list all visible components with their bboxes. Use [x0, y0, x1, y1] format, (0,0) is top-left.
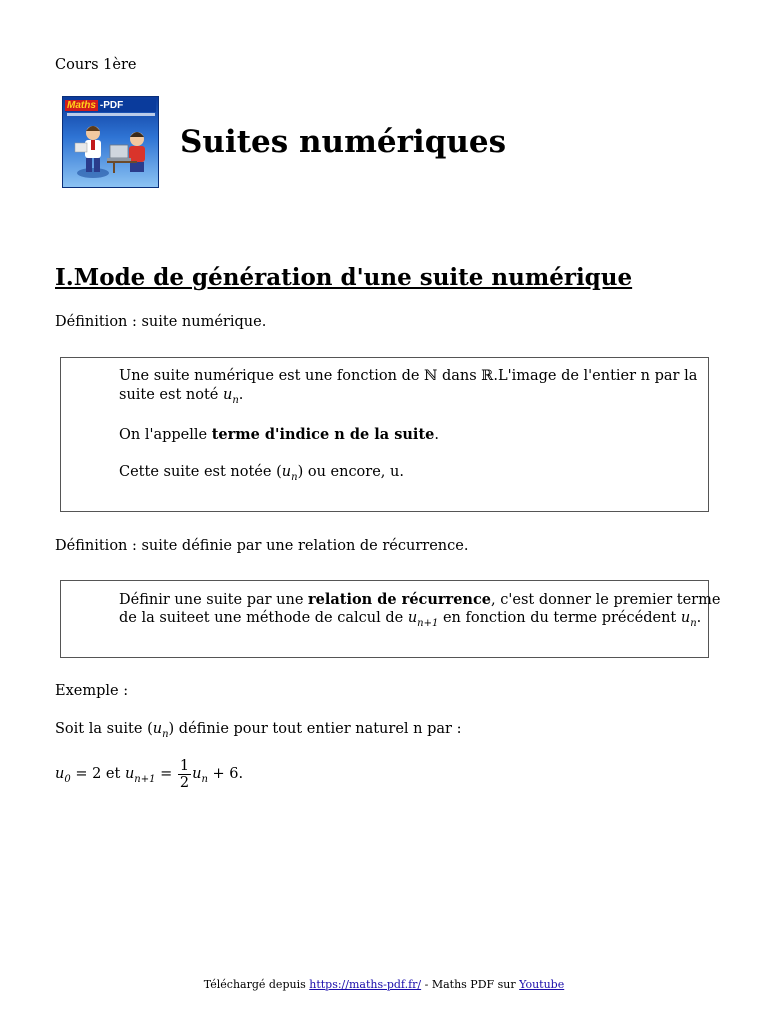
example-formula: $u_0 = 2$ et $u_{n+1}$ = $\frac{1}{2}$ $u_n + 6$.: [55, 757, 244, 791]
recurrence-line-2: de la suiteet une méthode de calcul de $u_{n+1}$ en fonction du terme précédent $u_n$.: [119, 610, 702, 629]
definition-label: Définition : suite numérique.: [55, 314, 267, 330]
logo-brand-right: -PDF: [99, 100, 124, 111]
definition-line-1: Une suite numérique est une fonction de ℕ dans ℝ.L'image de l'entier n par la: [119, 368, 698, 384]
section-heading: I.Mode de génération d'une suite numérique: [55, 264, 633, 291]
definition-line-3: On l'appelle terme d'indice n de la suite.: [119, 426, 439, 443]
recurrence-definition-label: Définition : suite définie par une relation de récurrence.: [55, 538, 469, 554]
page-title: Suites numériques: [180, 124, 507, 160]
recurrence-line-1: Définir une suite par une relation de récurrence, c'est donner le premier terme: [119, 591, 721, 608]
bold-term: terme d'indice n de la suite: [211, 426, 435, 443]
bold-recurrence: relation de récurrence: [308, 591, 492, 608]
definition-line-2: suite est noté $u_n$.: [119, 387, 244, 406]
definition-line-4: Cette suite est notée $(u_n)$ ou encore, u.: [119, 464, 404, 483]
logo-brand-left: Maths: [67, 100, 96, 111]
logo-illustration-icon: [63, 97, 159, 188]
example-line-1: Soit la suite $(u_n)$ définie pour tout entier naturel n par :: [55, 721, 462, 740]
set-r-symbol: ℝ: [481, 368, 494, 384]
youtube-link[interactable]: Youtube: [519, 978, 565, 991]
set-n-symbol: ℕ: [424, 368, 438, 384]
fraction: $\frac{1}{2}$: [179, 757, 190, 791]
course-label: Cours 1ère: [55, 57, 137, 73]
example-label: Exemple :: [55, 683, 129, 699]
maths-pdf-logo: [62, 96, 159, 188]
footer: Téléchargé depuis https://maths-pdf.fr/ - Maths PDF sur Youtube: [203, 978, 565, 991]
site-link[interactable]: https://maths-pdf.fr/: [309, 978, 422, 991]
